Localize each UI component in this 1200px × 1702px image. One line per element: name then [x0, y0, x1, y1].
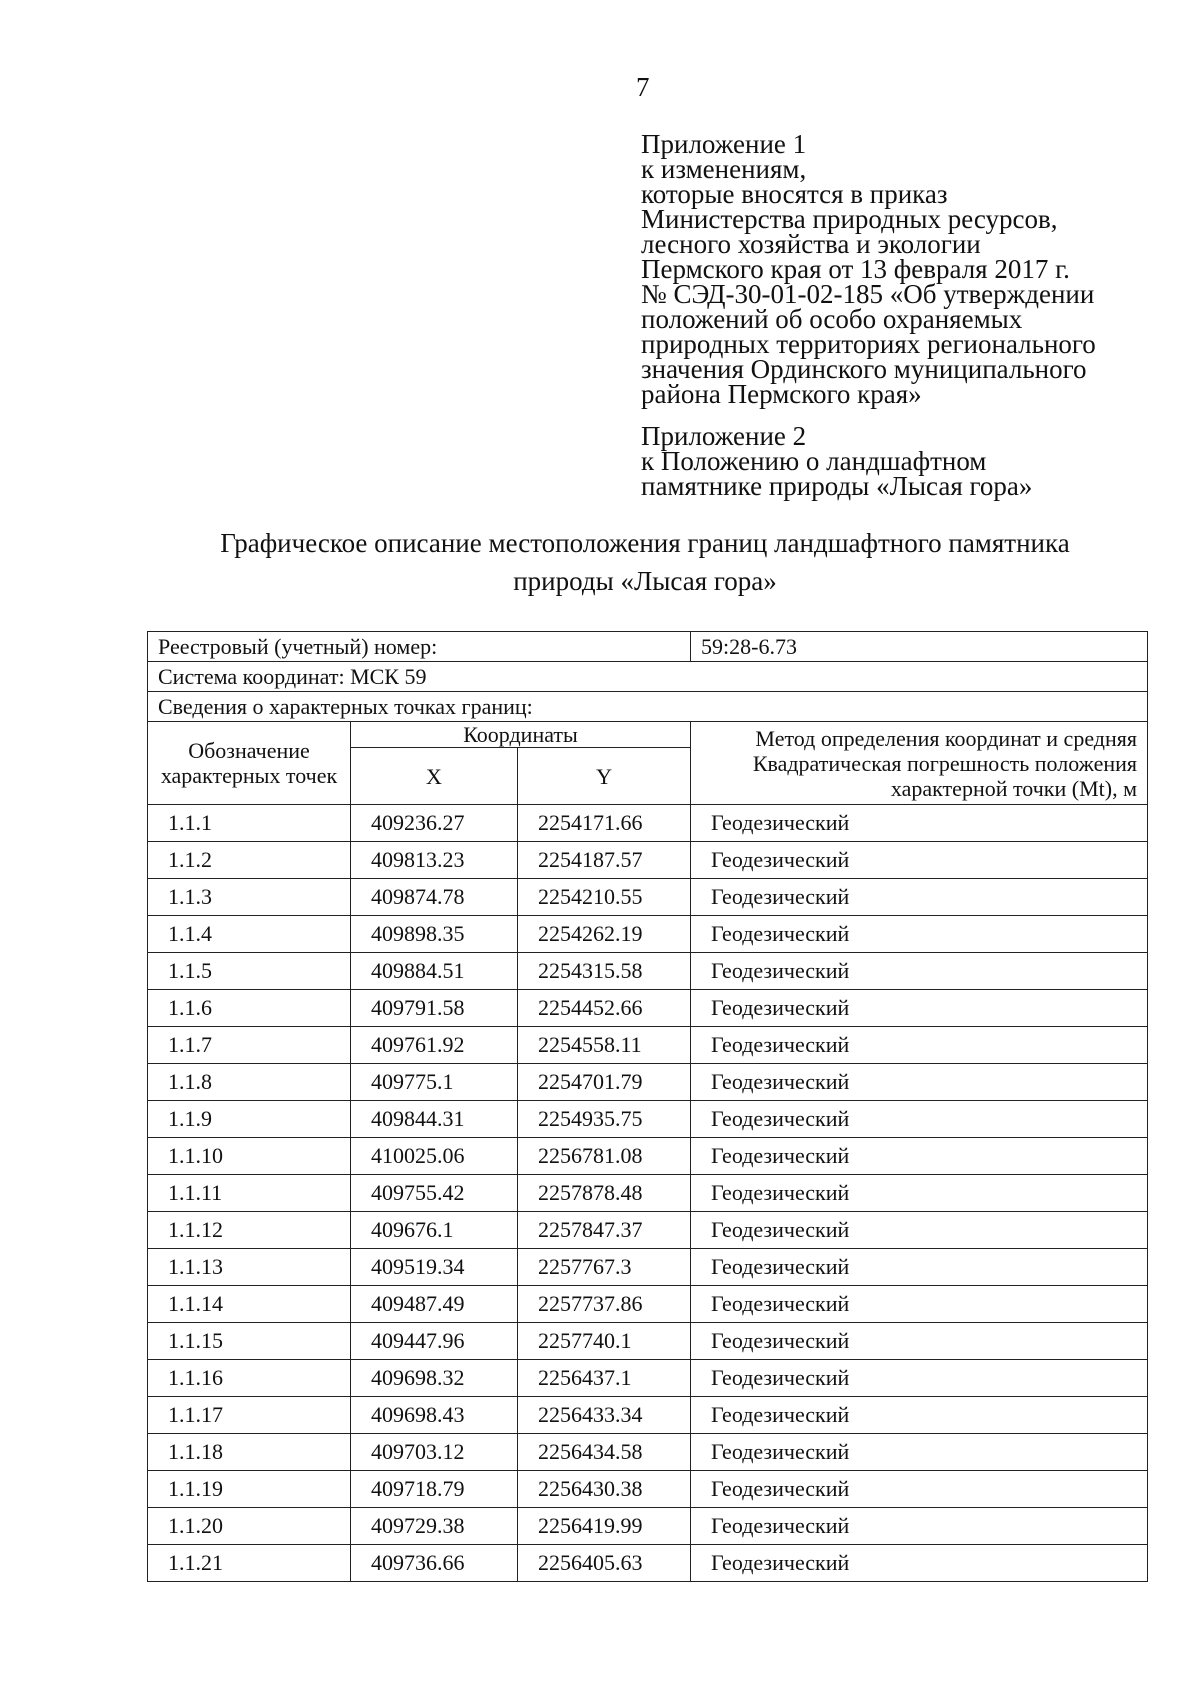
x-coordinate-cell: 409718.79: [351, 1471, 518, 1508]
appendix-1-line: к изменениям,: [641, 154, 807, 184]
method-cell: Геодезический: [691, 1064, 1148, 1101]
method-cell: Геодезический: [691, 1508, 1148, 1545]
title-line-2: природы «Лысая гора»: [513, 566, 777, 596]
y-coordinate-cell: 2256434.58: [518, 1434, 691, 1471]
point-name-cell: 1.1.5: [148, 953, 351, 990]
col-y-header: Y: [518, 748, 691, 805]
table-row: [148, 1064, 1148, 1101]
y-coordinate-cell: 2257767.3: [518, 1249, 691, 1286]
registry-row: [148, 632, 1148, 662]
appendix-1-line: Министерства природных ресурсов,: [641, 204, 1058, 234]
y-coordinate-cell: 2257740.1: [518, 1323, 691, 1360]
table-row: [148, 916, 1148, 953]
method-cell: Геодезический: [691, 1212, 1148, 1249]
x-coordinate-cell: 409791.58: [351, 990, 518, 1027]
appendix-1-line: № СЭД-30-01-02-185 «Об утверждении: [641, 279, 1095, 309]
points-info-row: [148, 692, 1148, 722]
table-row: [148, 990, 1148, 1027]
col-method-header: Метод определения координат и средняя Квадратическая погрешность положения характерной точки (Mt), м: [691, 722, 1148, 805]
x-coordinate-cell: 409736.66: [351, 1545, 518, 1582]
col-x-header: X: [351, 748, 518, 805]
y-coordinate-cell: 2254315.58: [518, 953, 691, 990]
point-name-cell: 1.1.15: [148, 1323, 351, 1360]
appendix-1-line: района Пермского края»: [641, 379, 922, 409]
method-cell: Геодезический: [691, 953, 1148, 990]
coord-system-row: [148, 662, 1148, 692]
method-cell: Геодезический: [691, 1027, 1148, 1064]
table-row: [148, 805, 1148, 842]
y-coordinate-cell: 2254935.75: [518, 1101, 691, 1138]
method-cell: Геодезический: [691, 1323, 1148, 1360]
x-coordinate-cell: 409676.1: [351, 1212, 518, 1249]
x-coordinate-cell: 410025.06: [351, 1138, 518, 1175]
point-name-cell: 1.1.21: [148, 1545, 351, 1582]
x-coordinate-cell: 409236.27: [351, 805, 518, 842]
point-name-cell: 1.1.19: [148, 1471, 351, 1508]
document-title: [160, 524, 1130, 600]
x-coordinate-cell: 409519.34: [351, 1249, 518, 1286]
y-coordinate-cell: 2257737.86: [518, 1286, 691, 1323]
point-name-cell: 1.1.20: [148, 1508, 351, 1545]
y-coordinate-cell: 2254187.57: [518, 842, 691, 879]
point-name-cell: 1.1.3: [148, 879, 351, 916]
point-name-cell: 1.1.13: [148, 1249, 351, 1286]
method-cell: Геодезический: [691, 1397, 1148, 1434]
appendix-2-line: памятнике природы «Лысая гора»: [641, 471, 1033, 501]
table-row: [148, 1471, 1148, 1508]
y-coordinate-cell: 2256433.34: [518, 1397, 691, 1434]
table-row: [148, 879, 1148, 916]
y-coordinate-cell: 2257847.37: [518, 1212, 691, 1249]
method-cell: Геодезический: [691, 879, 1148, 916]
y-coordinate-cell: 2254701.79: [518, 1064, 691, 1101]
appendix-2-block: [641, 421, 1033, 501]
table-row: [148, 1360, 1148, 1397]
table-row: [148, 842, 1148, 879]
point-name-cell: 1.1.18: [148, 1434, 351, 1471]
table-row: [148, 1101, 1148, 1138]
y-coordinate-cell: 2256437.1: [518, 1360, 691, 1397]
appendix-1-line: Приложение 1: [641, 129, 807, 159]
registry-label: Реестровый (учетный) номер:: [148, 632, 691, 662]
title-line-1: Графическое описание местоположения границ ландшафтного памятника: [220, 528, 1070, 558]
column-header-row: [148, 722, 1148, 748]
y-coordinate-cell: 2256419.99: [518, 1508, 691, 1545]
y-coordinate-cell: 2256430.38: [518, 1471, 691, 1508]
point-name-cell: 1.1.12: [148, 1212, 351, 1249]
boundary-points-table: [147, 631, 1148, 1582]
point-name-cell: 1.1.14: [148, 1286, 351, 1323]
x-coordinate-cell: 409898.35: [351, 916, 518, 953]
table-row: [148, 1027, 1148, 1064]
table-row: [148, 1138, 1148, 1175]
table-row: [148, 1175, 1148, 1212]
table-row: [148, 1212, 1148, 1249]
point-name-cell: 1.1.11: [148, 1175, 351, 1212]
appendix-1-line: природных территориях регионального: [641, 329, 1096, 359]
y-coordinate-cell: 2254171.66: [518, 805, 691, 842]
y-coordinate-cell: 2256781.08: [518, 1138, 691, 1175]
point-name-cell: 1.1.9: [148, 1101, 351, 1138]
x-coordinate-cell: 409698.32: [351, 1360, 518, 1397]
method-cell: Геодезический: [691, 805, 1148, 842]
x-coordinate-cell: 409755.42: [351, 1175, 518, 1212]
point-name-cell: 1.1.8: [148, 1064, 351, 1101]
method-cell: Геодезический: [691, 1175, 1148, 1212]
method-cell: Геодезический: [691, 1138, 1148, 1175]
method-cell: Геодезический: [691, 1360, 1148, 1397]
x-coordinate-cell: 409813.23: [351, 842, 518, 879]
page-number: 7: [636, 72, 650, 102]
y-coordinate-cell: 2254558.11: [518, 1027, 691, 1064]
method-cell: Геодезический: [691, 1471, 1148, 1508]
y-coordinate-cell: 2257878.48: [518, 1175, 691, 1212]
col-coordinates-header: Координаты: [351, 722, 691, 748]
y-coordinate-cell: 2254210.55: [518, 879, 691, 916]
y-coordinate-cell: 2254452.66: [518, 990, 691, 1027]
x-coordinate-cell: 409884.51: [351, 953, 518, 990]
table-row: [148, 1508, 1148, 1545]
method-cell: Геодезический: [691, 1249, 1148, 1286]
method-cell: Геодезический: [691, 1545, 1148, 1582]
x-coordinate-cell: 409775.1: [351, 1064, 518, 1101]
y-coordinate-cell: 2256405.63: [518, 1545, 691, 1582]
coord-system: Система координат: МСК 59: [148, 662, 1148, 692]
x-coordinate-cell: 409487.49: [351, 1286, 518, 1323]
method-cell: Геодезический: [691, 1101, 1148, 1138]
appendix-2-line: к Положению о ландшафтном: [641, 446, 987, 476]
method-cell: Геодезический: [691, 1434, 1148, 1471]
x-coordinate-cell: 409698.43: [351, 1397, 518, 1434]
x-coordinate-cell: 409703.12: [351, 1434, 518, 1471]
y-coordinate-cell: 2254262.19: [518, 916, 691, 953]
appendix-1-line: Пермского края от 13 февраля 2017 г.: [641, 254, 1070, 284]
appendix-1-block: [641, 129, 1096, 409]
table-row: [148, 1323, 1148, 1360]
appendix-1-line: значения Ординского муниципального: [641, 354, 1087, 384]
table-row: [148, 1434, 1148, 1471]
point-name-cell: 1.1.1: [148, 805, 351, 842]
x-coordinate-cell: 409844.31: [351, 1101, 518, 1138]
point-name-cell: 1.1.17: [148, 1397, 351, 1434]
method-cell: Геодезический: [691, 990, 1148, 1027]
table-row: [148, 1545, 1148, 1582]
registry-value: 59:28-6.73: [691, 632, 1148, 662]
table-row: [148, 1286, 1148, 1323]
x-coordinate-cell: 409761.92: [351, 1027, 518, 1064]
point-name-cell: 1.1.7: [148, 1027, 351, 1064]
table-row: [148, 953, 1148, 990]
table-row: [148, 1249, 1148, 1286]
method-cell: Геодезический: [691, 1286, 1148, 1323]
point-name-cell: 1.1.10: [148, 1138, 351, 1175]
method-cell: Геодезический: [691, 916, 1148, 953]
method-cell: Геодезический: [691, 842, 1148, 879]
point-name-cell: 1.1.2: [148, 842, 351, 879]
appendix-2-line: Приложение 2: [641, 421, 807, 451]
point-name-cell: 1.1.6: [148, 990, 351, 1027]
table-row: [148, 1397, 1148, 1434]
x-coordinate-cell: 409729.38: [351, 1508, 518, 1545]
points-info: Сведения о характерных точках границ:: [148, 692, 1148, 722]
point-name-cell: 1.1.16: [148, 1360, 351, 1397]
appendix-1-line: лесного хозяйства и экологии: [641, 229, 981, 259]
point-name-cell: 1.1.4: [148, 916, 351, 953]
appendix-1-line: которые вносятся в приказ: [641, 179, 948, 209]
appendix-1-line: положений об особо охраняемых: [641, 304, 1023, 334]
x-coordinate-cell: 409447.96: [351, 1323, 518, 1360]
col-designation-header: Обозначение характерных точек: [148, 722, 351, 805]
x-coordinate-cell: 409874.78: [351, 879, 518, 916]
